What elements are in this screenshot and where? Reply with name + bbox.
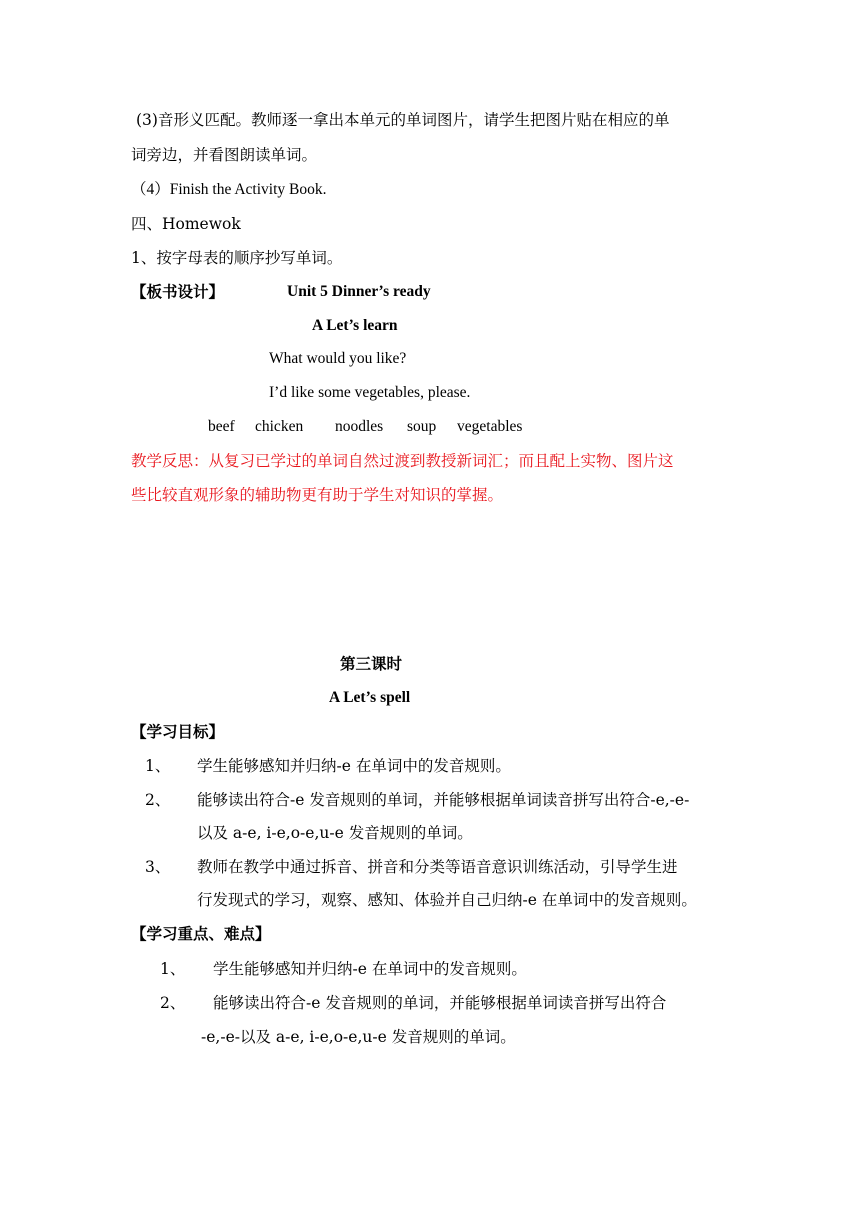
goal-2-text-line1: 能够读出符合-e 发音规则的单词，并能够根据单词读音拼写出符合-e,-e- xyxy=(197,791,690,809)
board-answer: I’d like some vegetables, please. xyxy=(269,384,471,401)
lesson3-subheading: A Let’s spell xyxy=(329,689,411,706)
goal-1-text: 学生能够感知并归纳-e 在单词中的发音规则。 xyxy=(197,757,511,775)
homework-item-1: 1、按字母表的顺序抄写单词。 xyxy=(131,249,343,267)
board-question: What would you like? xyxy=(269,350,407,367)
section4-title: 四、Homewok xyxy=(131,215,241,233)
keypoint-2-text-line1: 能够读出符合-e 发音规则的单词，并能够根据单词读音拼写出符合 xyxy=(213,994,667,1012)
board-label: 【板书设计】 xyxy=(131,282,225,301)
goals-label: 【学习目标】 xyxy=(131,722,225,741)
goal-1-num: 1、 xyxy=(145,757,171,775)
word-chicken: chicken xyxy=(255,418,304,435)
keypoint-2-num: 2、 xyxy=(160,994,186,1012)
reflection-line1: 教学反思：从复习已学过的单词自然过渡到教授新词汇；而且配上实物、图片这 xyxy=(131,452,674,470)
keypoint-1-text: 学生能够感知并归纳-e 在单词中的发音规则。 xyxy=(213,960,527,978)
board-subtitle: A Let’s learn xyxy=(312,317,398,334)
word-noodles: noodles xyxy=(335,418,384,435)
p3-line1: (3)音形义匹配。教师逐一拿出本单元的单词图片，请学生把图片贴在相应的单 xyxy=(136,111,670,129)
word-soup: soup xyxy=(407,418,437,435)
keypoint-1-num: 1、 xyxy=(160,960,186,978)
p4-activity-book: （4）Finish the Activity Book. xyxy=(131,181,327,198)
goal-2-num: 2、 xyxy=(145,791,171,809)
goal-2-text-line2: 以及 a-e, i-e,o-e,u-e 发音规则的单词。 xyxy=(197,824,473,842)
word-vegetables: vegetables xyxy=(457,418,523,435)
goal-3-text-line1: 教师在教学中通过拆音、拼音和分类等语音意识训练活动，引导学生进 xyxy=(197,858,678,876)
board-title: Unit 5 Dinner’s ready xyxy=(287,283,431,300)
goal-3-num: 3、 xyxy=(145,858,171,876)
word-beef: beef xyxy=(208,418,235,435)
p3-line2: 词旁边，并看图朗读单词。 xyxy=(131,146,318,164)
lesson3-heading: 第三课时 xyxy=(340,654,403,673)
reflection-line2: 些比较直观形象的辅助物更有助于学生对知识的掌握。 xyxy=(131,486,504,504)
keypoint-2-text-line2: -e,-e-以及 a-e, i-e,o-e,u-e 发音规则的单词。 xyxy=(201,1028,516,1046)
goal-3-text-line2: 行发现式的学习，观察、感知、体验并自己归纳-e 在单词中的发音规则。 xyxy=(197,891,697,909)
keypoints-label: 【学习重点、难点】 xyxy=(131,924,271,943)
